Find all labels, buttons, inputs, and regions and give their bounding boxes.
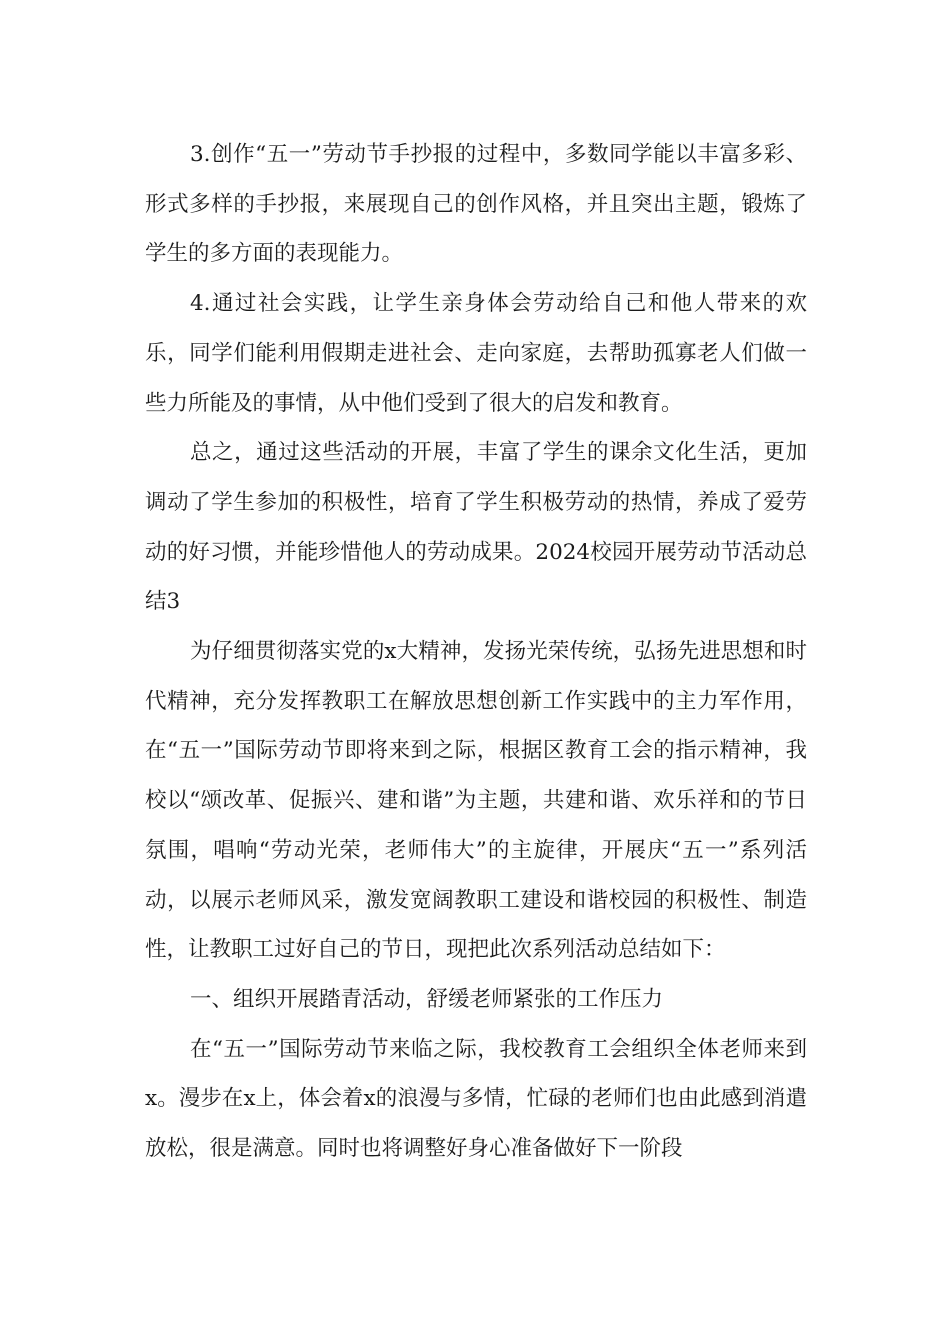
paragraph-item-3: 3.创作“五一”劳动节手抄报的过程中，多数同学能以丰富多彩、形式多样的手抄报，来展现自己的创作风格，并且突出主题，锻炼了学生的多方面的表现能力。 <box>145 142 807 267</box>
paragraph-intro: 为仔细贯彻落实党的x大精神，发扬光荣传统，弘扬先进思想和时代精神，充分发挥教职工在解放思想创新工作实践中的主力军作用，在“五一”国际劳动节即将来到之际，根据区教育工会的指示精神，我校以“颂改革、促振兴、建和谐”为主题，共建和谐、欢乐祥和的节日氛围，唱响“劳动光荣，老师伟大”的主旋律，开展庆“五一”系列活动，以展示老师风采，激发宽阔教职工建设和谐校园的积极性、制造性，让教职工过好自己的节日，现把此次系列活动总结如下： <box>145 639 807 963</box>
paragraph-section-1: 在“五一”国际劳动节来临之际，我校教育工会组织全体老师来到x。漫步在x上，体会着x的浪漫与多情，忙碌的老师们也由此感到消遣放松，很是满意。同时也将调整好身心准备做好下一阶段 <box>145 1036 807 1162</box>
paragraph-summary: 总之，通过这些活动的开展，丰富了学生的课余文化生活，更加调动了学生参加的积极性，培育了学生积极劳动的热情，养成了爱劳动的好习惯，并能珍惜他人的劳动成果。2024校园开展劳动节活动总结3 <box>145 440 807 615</box>
paragraph-item-4: 4.通过社会实践，让学生亲身体会劳动给自己和他人带来的欢乐，同学们能利用假期走进社会、走向家庭，去帮助孤寡老人们做一些力所能及的事情，从中他们受到了很大的启发和教育。 <box>145 291 807 416</box>
section-heading-1: 一、组织开展踏青活动，舒缓老师紧张的工作压力 <box>190 986 664 1012</box>
document-body <box>145 130 807 1174</box>
